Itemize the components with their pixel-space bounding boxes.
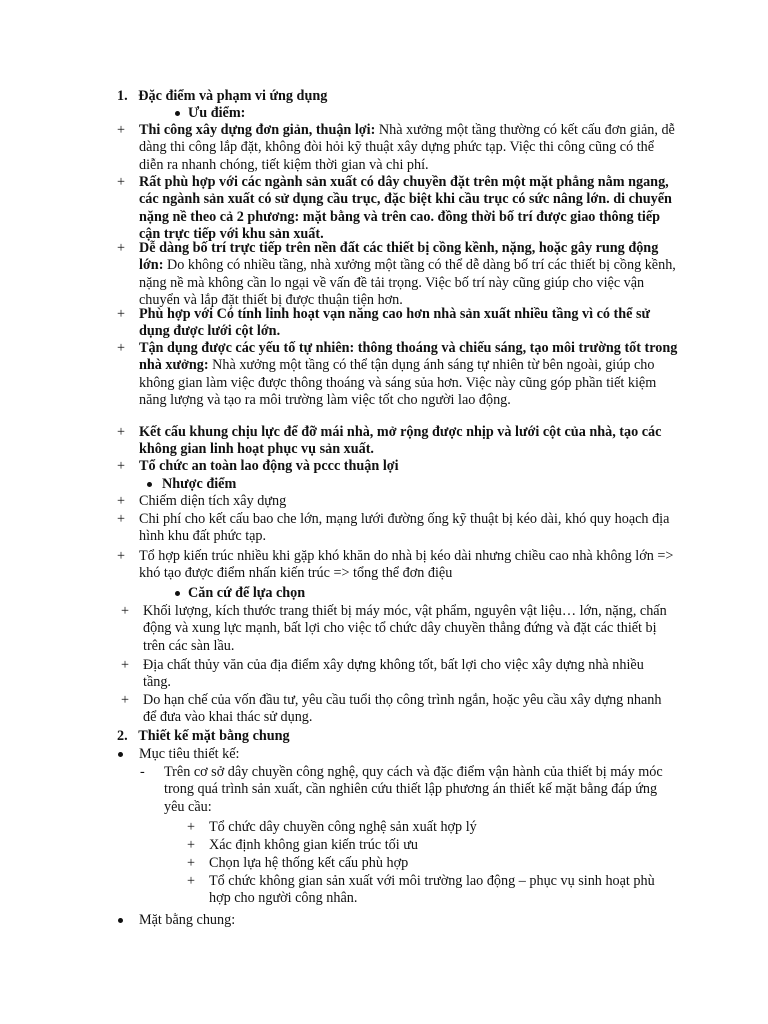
advantage-item: Kết cấu khung chịu lực để đỡ mái nhà, mở rộng được nhịp và lưới cột của nhà, tạo các không gian linh hoạt phục vụ sản xuất. [139, 424, 662, 458]
section-number: 2. [117, 728, 128, 744]
plus-marker: + [187, 855, 196, 871]
plus-marker: + [117, 458, 126, 474]
plus-marker: + [117, 424, 126, 440]
site-plan-label: Mặt bằng chung: [139, 912, 236, 928]
basis-item: Địa chất thủy văn của địa điểm xây dựng không tốt, bất lợi cho việc xây dựng nhà nhiều tầng. [143, 657, 644, 691]
advantage-item: Rất phù hợp với các ngành sản xuất có dây chuyền đặt trên một mặt phẳng nằm ngang, các ngành sản xuất có sử dụng cầu trục, đặc biệt khi cầu trục có sức nâng lớn. di chuyển nặng nề theo cả 2 phương: mặt bằng và trên cao. đồng thời bố trí được giao thông tiếp cận trực tiếp với khu sản xuất. [139, 174, 672, 243]
plus-marker: + [117, 174, 126, 190]
advantage-item: Tận dụng được các yếu tố tự nhiên: thông thoáng và chiếu sáng, tạo môi trường tốt trong nhà xưởng: Nhà xưởng một tầng có thể tận dụng ánh sáng tự nhiên từ bên ngoài, giúp cho không gian làm việc được thông thoáng và sáng sủa hơn. Việc này cũng góp phần tiết kiệm năng lượng và tạo ra môi trường làm việc tốt cho người lao động. [139, 340, 678, 409]
goal-item: Tổ chức không gian sản xuất với môi trường lao động – phục vụ sinh hoạt phù hợp cho người công nhân. [209, 873, 655, 907]
bullet-icon [147, 482, 152, 487]
plus-marker: + [117, 493, 126, 509]
goal-label: Mục tiêu thiết kế: [139, 746, 240, 762]
section-2-heading [117, 728, 290, 745]
disadvantage-item: Chi phí cho kết cấu bao che lớn, mạng lưới đường ống kỹ thuật bị kéo dài, khó quy hoạch địa hình khu đất phức tạp. [139, 511, 670, 545]
dash-marker: - [140, 764, 145, 780]
disadvantage-item: Chiếm diện tích xây dựng [139, 493, 287, 509]
section-title: Đặc điểm và phạm vi ứng dụng [138, 88, 328, 104]
disadvantage-item: Tổ hợp kiến trúc nhiều khi gặp khó khăn do nhà bị kéo dài nhưng chiều cao nhà không lớn => khó tạo được điểm nhấn kiến trúc => tổng thể đơn điệu [139, 548, 674, 582]
plus-marker: + [117, 511, 126, 527]
advantage-item: Phù hợp với Có tính linh hoạt vạn năng cao hơn nhà sản xuất nhiều tầng vì có thể sử dụng được lưới cột lớn. [139, 306, 651, 340]
advantage-item: Dễ dàng bố trí trực tiếp trên nền đất các thiết bị cồng kềnh, nặng, hoặc gây rung động lớn: Do không có nhiều tầng, nhà xưởng một tầng có thể dễ dàng bố trí các thiết bị cồng kềnh, nặng nề mà không cần lo ngại về vấn đề tải trọng. Việc bố trí này cũng giúp cho việc vận chuyển và lắp đặt thiết bị được thuận tiện hơn. [139, 240, 676, 309]
advantage-item: Thi công xây dựng đơn giản, thuận lợi: Nhà xưởng một tầng thường có kết cấu đơn giản, dễ dàng thi công lắp đặt, không đòi hỏi kỹ thuật xây dựng phức tạp. Việc thi công cũng có thể diễn ra nhanh chóng, tiết kiệm thời gian và chi phí. [139, 122, 675, 173]
plus-marker: + [117, 340, 126, 356]
plus-marker: + [187, 837, 196, 853]
section-title: Thiết kế mặt bằng chung [138, 728, 290, 744]
bullet-icon [118, 752, 123, 757]
plus-marker: + [187, 873, 196, 889]
goal-intro: Trên cơ sở dây chuyền công nghệ, quy cách và đặc điểm vận hành của thiết bị máy móc trong quá trình sản xuất, cần nghiên cứu thiết lập phương án thiết kế mặt bằng đáp ứng yêu cầu: [164, 764, 663, 815]
bullet-icon [175, 111, 180, 116]
disadvantages-heading: Nhược điểm [162, 476, 237, 492]
plus-marker: + [121, 657, 130, 673]
plus-marker: + [121, 692, 130, 708]
advantages-heading: Ưu điểm: [188, 105, 246, 121]
goal-item: Tổ chức dây chuyền công nghệ sản xuất hợp lý [209, 819, 477, 835]
basis-item: Do hạn chế của vốn đầu tư, yêu cầu tuổi thọ công trình ngắn, hoặc yêu cầu xây dựng nhanh để đưa vào khai thác sử dụng. [143, 692, 662, 726]
section-1-heading [117, 88, 327, 105]
plus-marker: + [117, 306, 126, 322]
section-number: 1. [117, 88, 128, 104]
goal-item: Chọn lựa hệ thống kết cấu phù hợp [209, 855, 409, 871]
plus-marker: + [117, 122, 126, 138]
plus-marker: + [121, 603, 130, 619]
plus-marker: + [117, 548, 126, 564]
advantage-item: Tổ chức an toàn lao động và pccc thuận lợi [139, 458, 399, 474]
goal-item: Xác định không gian kiến trúc tối ưu [209, 837, 419, 853]
plus-marker: + [187, 819, 196, 835]
bullet-icon [175, 591, 180, 596]
basis-item: Khối lượng, kích thước trang thiết bị máy móc, vật phẩm, nguyên vật liệu… lớn, nặng, chấn động và xung lực mạnh, bất lợi cho việc tổ chức dây chuyền thẳng đứng và đặt các thiết bị trên các sàn lầu. [143, 603, 667, 654]
bullet-icon [118, 918, 123, 923]
plus-marker: + [117, 240, 126, 256]
basis-heading: Căn cứ để lựa chọn [188, 585, 306, 601]
